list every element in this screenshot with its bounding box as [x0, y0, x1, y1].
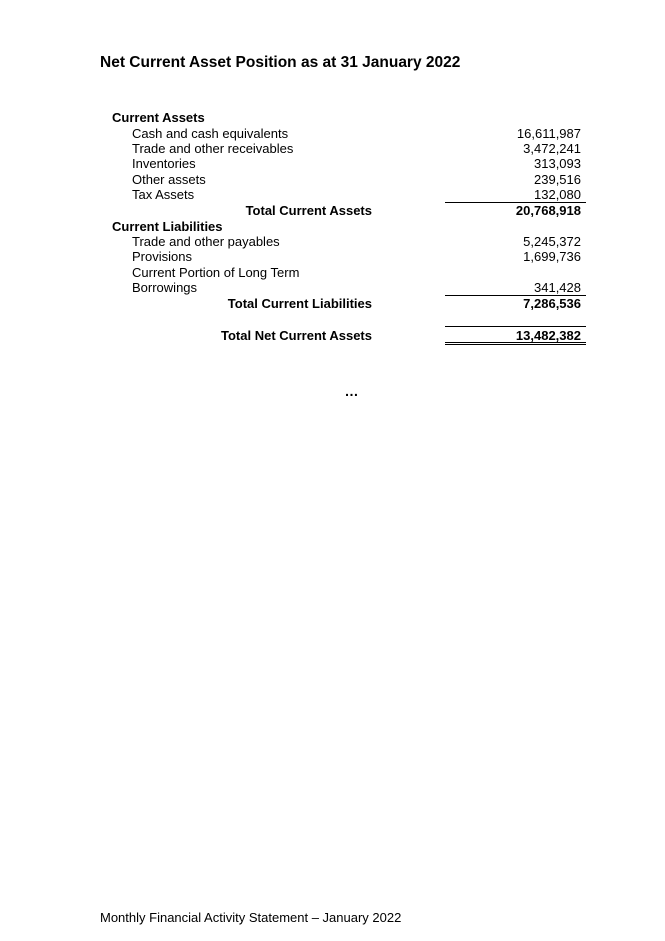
net-total-double-rule: [445, 342, 586, 345]
asset-item-amount: 239,516: [534, 172, 581, 187]
asset-item-amount: 16,611,987: [516, 126, 581, 141]
net-total-top-rule: [445, 326, 586, 327]
total-net-current-assets-amount: 13,482,382: [515, 328, 581, 343]
liability-item-amount: 5,245,372: [523, 234, 581, 249]
liability-item-amount: 341,428: [534, 280, 581, 295]
liability-item-label: Trade and other payables: [132, 234, 280, 249]
liability-item-amount: 1,699,736: [523, 249, 581, 264]
liability-item-label: Provisions: [132, 249, 192, 264]
asset-item-amount: 3,472,241: [523, 141, 581, 156]
asset-item-label: Cash and cash equivalents: [132, 126, 289, 141]
total-current-liabilities-amount: 7,286,536: [523, 296, 581, 311]
continuation-ellipsis: …: [344, 383, 360, 399]
asset-item-amount: 313,093: [534, 156, 581, 171]
page-title: Net Current Asset Position as at 31 January 2022: [100, 54, 461, 71]
page-footer: Monthly Financial Activity Statement – January 2022: [100, 910, 402, 925]
total-current-liabilities-label: Total Current Liabilities: [227, 296, 372, 311]
total-current-assets-label: Total Current Assets: [245, 203, 372, 218]
liability-item-label: Borrowings: [132, 280, 198, 295]
asset-item-amount: 132,080: [534, 187, 581, 202]
asset-item-label: Trade and other receivables: [132, 141, 294, 156]
total-net-current-assets-label: Total Net Current Assets: [221, 328, 372, 343]
current-assets-heading: Current Assets: [112, 110, 205, 125]
total-current-assets-amount: 20,768,918: [515, 203, 581, 218]
asset-item-label: Tax Assets: [132, 187, 195, 202]
current-liabilities-heading: Current Liabilities: [112, 219, 223, 234]
asset-item-label: Other assets: [132, 172, 206, 187]
asset-item-label: Inventories: [132, 156, 196, 171]
liability-item-label: Current Portion of Long Term: [132, 265, 300, 280]
